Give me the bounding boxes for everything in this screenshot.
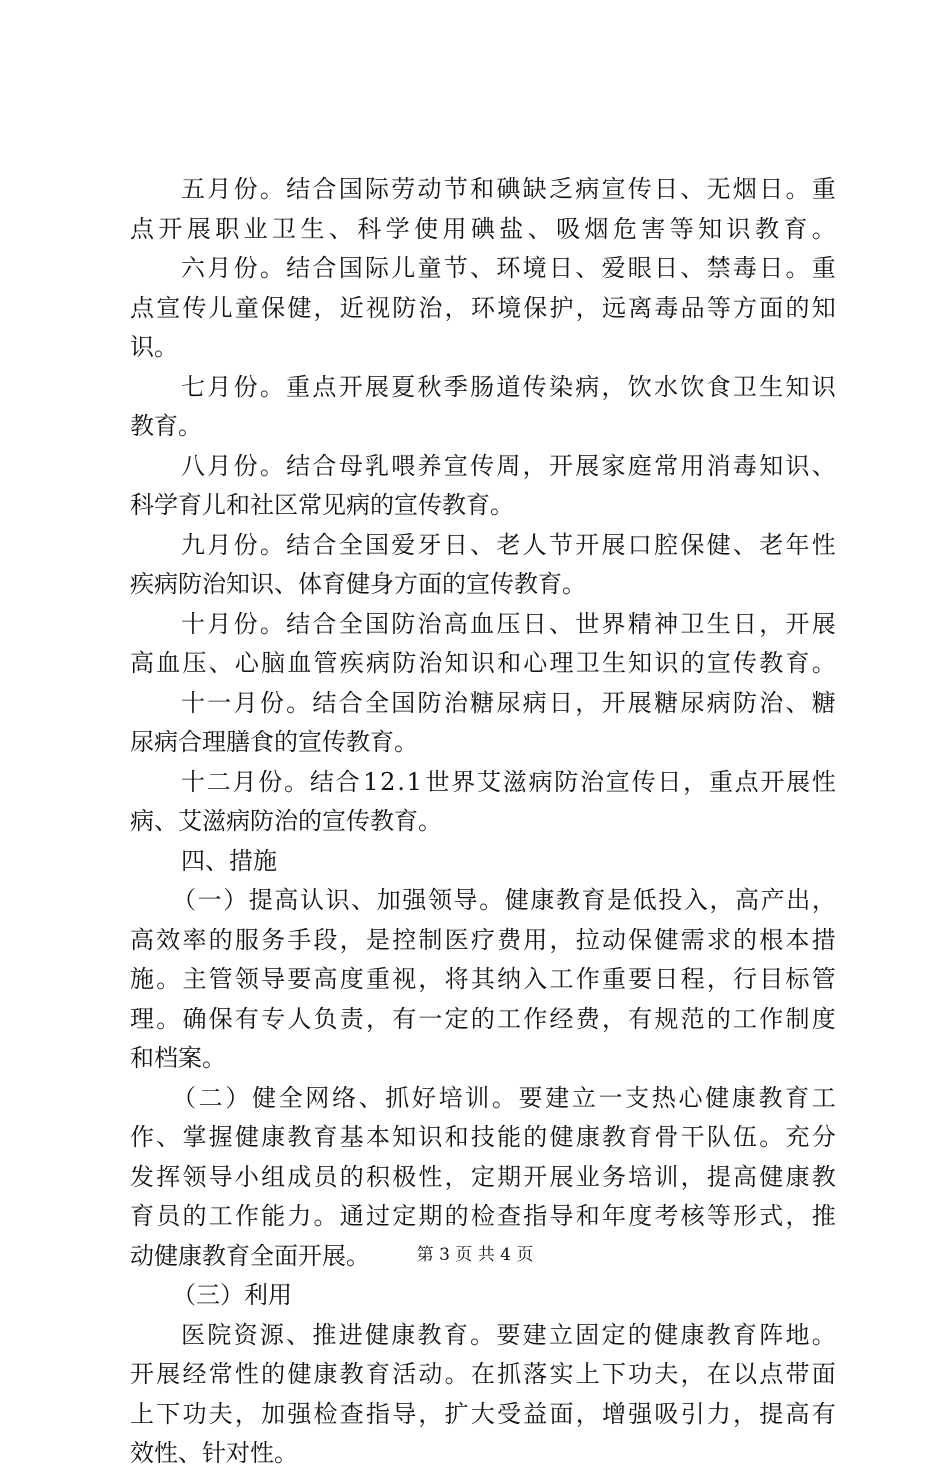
text-line: 十 月 份 。 结 合 全 国 防 治 高 血 压 日 、 世 界 精 神 卫 生 日 ， 开 展 bbox=[181, 609, 836, 638]
paragraph bbox=[130, 368, 836, 447]
text-line: 效性、针对性。 bbox=[130, 1439, 298, 1467]
text-line: 十 二 月 份 。 结 合 1 2 . 1 世 界 艾 滋 病 防 治 宣 传 日 ， 重 点 开 展 性 bbox=[181, 767, 836, 796]
text-line: 上 下 功 夫 ， 加 强 检 查 指 导 ， 扩 大 受 益 面 ， 增 强 吸 引 力 ， 提 高 有 bbox=[130, 1399, 836, 1428]
paragraph bbox=[130, 447, 836, 526]
paragraph bbox=[130, 170, 836, 249]
text-line: 施 。 主 管 领 导 要 高 度 重 视 ， 将 其 纳 入 工 作 重 要 日 程 ， 行 目 标 管 bbox=[130, 965, 836, 993]
text-line: 病、艾滋病防治的宣传教育。 bbox=[130, 807, 442, 835]
text-line: 开 展 经 常 性 的 健 康 教 育 活 动 。 在 抓 落 实 上 下 功 夫 ， 在 以 点 带 面 bbox=[130, 1360, 836, 1388]
text-line: 作 、 掌 握 健 康 教 育 基 本 知 识 和 技 能 的 健 康 教 育 骨 干 队 伍 。 充 分 bbox=[130, 1123, 836, 1151]
document-body bbox=[130, 170, 836, 1474]
text-line: 七 月 份 。 重 点 开 展 夏 秋 季 肠 道 传 染 病 ， 饮 水 饮 食 卫 生 知 识 bbox=[181, 372, 836, 401]
text-line: 育 员 的 工 作 能 力 。 通 过 定 期 的 检 查 指 导 和 年 度 考 核 等 形 式 ， 推 bbox=[130, 1202, 836, 1230]
paragraph bbox=[130, 842, 836, 882]
text-line: 九 月 份 。 结 合 全 国 爱 牙 日 、 老 人 节 开 展 口 腔 保 健 、 老 年 性 bbox=[181, 530, 836, 559]
text-line: 五 月 份 。 结 合 国 际 劳 动 节 和 碘 缺 乏 病 宣 传 日 、 无 烟 日 。 重 bbox=[181, 175, 836, 203]
text-line: 医 院 资 源 、 推 进 健 康 教 育 。 要 建 立 固 定 的 健 康 教 育 阵 地 。 bbox=[181, 1320, 836, 1349]
page-footer: 第 3 页 共 4 页 bbox=[416, 1245, 534, 1265]
text-line: 科学育儿和社区常见病的宣传教育。 bbox=[130, 491, 514, 519]
text-line: 点 宣 传 儿 童 保 健 ， 近 视 防 治 ， 环 境 保 护 ， 远 离 毒 品 等 方 面 的 知 bbox=[130, 293, 836, 322]
text-line: 点 开 展 职 业 卫 生 、 科 学 使 用 碘 盐 、 吸 烟 危 害 等 知 识 教 育 。 bbox=[130, 214, 836, 243]
text-line: （ 一 ） 提 高 认 识 、 加 强 领 导 。 健 康 教 育 是 低 投 入 ， 高 产 出 ， bbox=[172, 886, 836, 914]
text-line: 四、措施 bbox=[181, 846, 277, 875]
text-line: 发 挥 领 导 小 组 成 员 的 积 极 性 ， 定 期 开 展 业 务 培 训 ， 提 高 健 康 教 bbox=[130, 1162, 836, 1191]
text-line: （三）利用 bbox=[172, 1281, 292, 1309]
paragraph bbox=[130, 526, 836, 605]
text-line: 疾病防治知识、体育健身方面的宣传教育。 bbox=[130, 570, 586, 598]
text-line: 尿病合理膳食的宣传教育。 bbox=[130, 728, 418, 756]
paragraph bbox=[130, 1276, 836, 1316]
paragraph bbox=[130, 684, 836, 763]
paragraph bbox=[130, 881, 836, 1079]
text-line: 教育。 bbox=[130, 412, 202, 440]
paragraph bbox=[130, 763, 836, 842]
text-line: 理 。 确 保 有 专 人 负 责 ， 有 一 定 的 工 作 经 费 ， 有 规 范 的 工 作 制 度 bbox=[130, 1004, 836, 1033]
text-line: 高 效 率 的 服 务 手 段 ， 是 控 制 医 疗 费 用 ， 拉 动 保 健 需 求 的 根 本 措 bbox=[130, 925, 836, 954]
text-line: 高 血 压 、 心 脑 血 管 疾 病 防 治 知 识 和 心 理 卫 生 知 识 的 宣 传 教 育 。 bbox=[130, 649, 836, 677]
text-line: （ 二 ） 健 全 网 络 、 抓 好 培 训 。 要 建 立 一 支 热 心 健 康 教 育 工 bbox=[172, 1083, 836, 1112]
paragraph bbox=[130, 1316, 836, 1474]
paragraph bbox=[130, 249, 836, 368]
text-line: 动健康教育全面开展。 bbox=[130, 1241, 370, 1270]
paragraph bbox=[130, 605, 836, 684]
text-line: 六 月 份 。 结 合 国 际 儿 童 节 、 环 境 日 、 爱 眼 日 、 禁 毒 日 。 重 bbox=[181, 254, 836, 282]
text-line: 和档案。 bbox=[130, 1044, 226, 1072]
text-line: 十 一 月 份 。 结 合 全 国 防 治 糖 尿 病 日 ， 开 展 糖 尿 病 防 治 、 糖 bbox=[181, 688, 836, 717]
text-line: 八 月 份 。 结 合 母 乳 喂 养 宣 传 周 ， 开 展 家 庭 常 用 消 毒 知 识 、 bbox=[181, 451, 836, 480]
text-line: 识。 bbox=[130, 333, 178, 361]
